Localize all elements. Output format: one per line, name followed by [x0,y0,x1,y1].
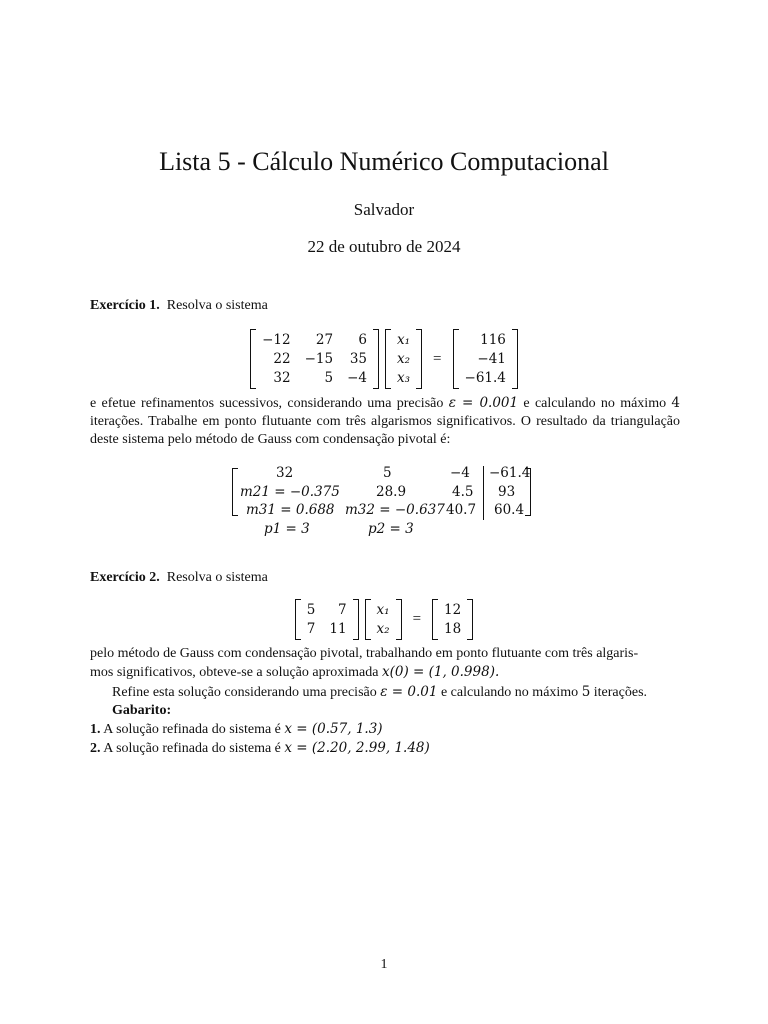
matrix-cell: −61.4 [489,465,531,481]
matrix-cell: 5 [383,465,392,481]
matrix-cell: 28.9 [376,484,407,500]
page-number: 1 [380,957,388,972]
vector-cell: x₁ [397,332,411,348]
answer-key-heading: Gabarito: [112,703,172,718]
answer-value: x = (0.57, 1.3) [284,721,383,737]
answer-1 [90,720,383,739]
exercise-1-system [0,329,768,389]
answer-number: 2. [90,741,101,756]
matrix-cell: 27 [315,332,334,348]
matrix-a2 [295,599,359,640]
vector-x [385,329,422,389]
answer-value: x = (2.20, 2.99, 1.48) [284,740,430,756]
matrix-cell: 11 [329,621,347,637]
matrix-cell: 60.4 [494,502,525,518]
matrix-cell: 93 [498,484,516,500]
left-bracket [232,468,238,516]
page-title: Lista 5 - Cálculo Numérico Computacional [159,147,609,176]
vector-cell: −61.4 [464,370,506,386]
exercise-2-text-line2 [90,663,499,682]
vector-cell: 18 [444,621,462,637]
text-fragment: e calculando no máximo [518,396,672,411]
exercise-1-text [90,394,680,449]
augment-divider [483,466,484,520]
multiplier-m32: m32 = −0.637 [345,502,445,518]
text-fragment: e efetue refinamentos sucessivos, considerando uma precisão [90,396,449,411]
matrix-cell: 5 [306,602,316,618]
exercise-2-text-line3 [112,683,647,702]
exercise-1-intro: Resolva o sistema [166,298,268,313]
matrix-cell: −15 [304,351,334,367]
exercise-1-label: Exercício 1. [90,298,160,313]
vector-cell: −41 [477,351,506,367]
equals-sign: = [412,611,422,627]
matrix-cell: −4 [347,370,368,386]
multiplier-m31: m31 = 0.688 [246,502,335,518]
matrix-cell: 7 [337,602,347,618]
matrix-cell: 32 [276,465,294,481]
pivot-p2: p2 = 3 [368,521,414,537]
vector-cell: x₂ [397,351,411,367]
vector-x2 [365,599,402,640]
vector-cell: x₃ [397,370,411,386]
max-iterations: 4 [671,395,680,411]
right-bracket [525,468,531,516]
exercise-2-heading [90,569,680,587]
text-fragment: Refine esta solução considerando uma precisão [112,685,381,700]
pivot-p1: p1 = 3 [264,521,310,537]
exercise-2-intro: Resolva o sistema [166,570,268,585]
date: 22 de outubro de 2024 [307,237,461,256]
matrix-cell: 4.5 [452,484,474,500]
exercise-1-heading [90,297,680,315]
vector-cell: x₁ [376,602,390,618]
text-fragment: iterações. Trabalhe em ponto flutuante com três algarismos significativos. O resultado da triangulação deste sistema pelo método de Gauss com condensação pivotal é: [90,414,680,447]
epsilon-value: ε = 0.001 [448,395,519,411]
matrix-cell: 7 [306,621,316,637]
vector-cell: x₂ [376,621,390,637]
vector-cell: 116 [480,332,506,348]
text-fragment: e calculando no máximo [437,685,582,700]
matrix-cell: 5 [324,370,334,386]
equals-sign: = [433,350,442,367]
exercise-2-label: Exercício 2. [90,570,160,585]
max-iterations: 5 [581,684,591,700]
matrix-cell: 40.7 [446,502,477,518]
matrix-cell: 6 [358,332,368,348]
epsilon-value: ε = 0.01 [380,684,438,700]
answer-number: 1. [90,722,101,737]
matrix-a [250,329,379,389]
author: Salvador [353,200,415,219]
exercise-2-system [0,599,768,640]
matrix-cell: −4 [450,465,470,481]
multiplier-m21: m21 = −0.375 [240,484,340,500]
answer-text: A solução refinada do sistema é [103,741,285,756]
vector-b [453,329,518,389]
vector-b2 [432,599,473,640]
text-fragment: mos significativos, obteve-se a solução aproximada [90,665,382,680]
matrix-cell: 22 [273,351,291,367]
matrix-cell: −12 [262,332,291,348]
answer-2 [90,739,430,758]
exercise-2-text-line1: pelo método de Gauss com condensação pivotal, trabalhando em ponto flutuante com três algaris- [90,646,639,661]
answer-text: A solução refinada do sistema é [103,722,285,737]
matrix-cell: 32 [273,370,291,386]
text-fragment: iterações. [590,685,648,700]
matrix-cell: 35 [349,351,368,367]
vector-cell: 12 [444,602,462,618]
initial-solution: x(0) = (1, 0.998). [381,664,500,680]
